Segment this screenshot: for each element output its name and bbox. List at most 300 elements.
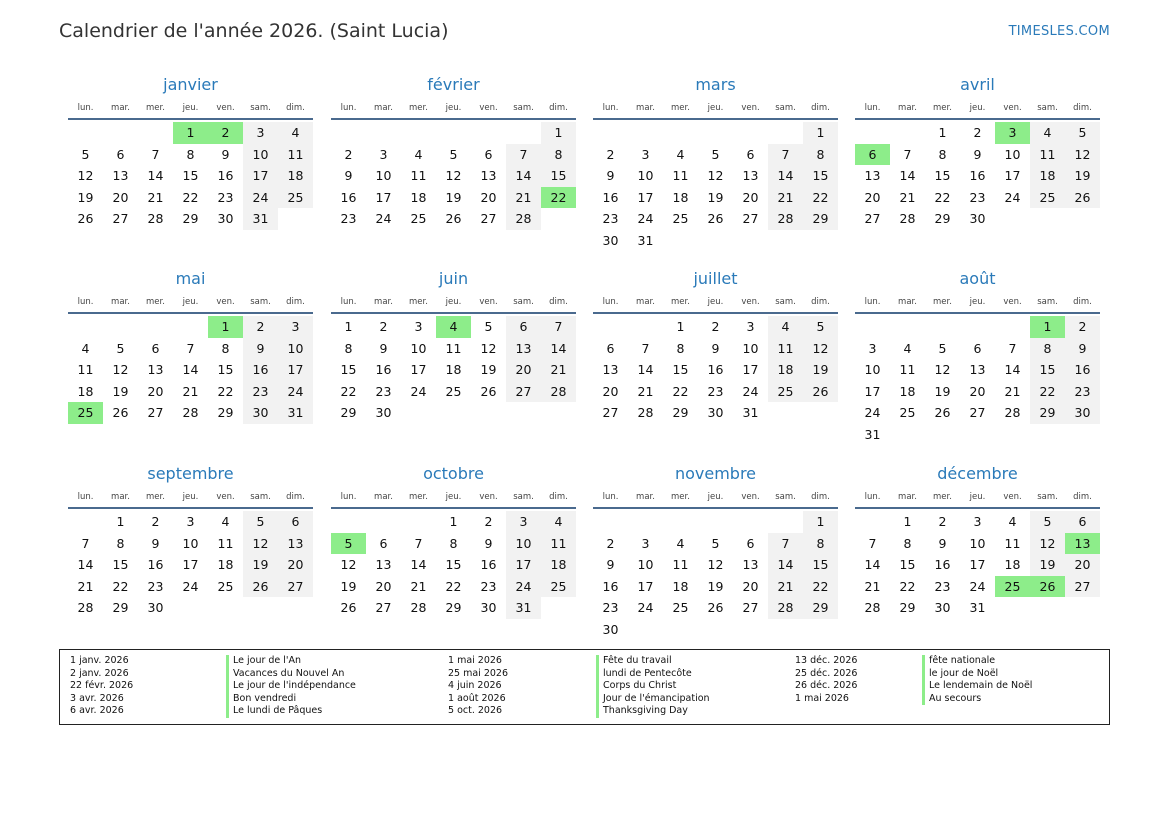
day-cell[interactable]: 30 (480, 600, 497, 616)
day-cell[interactable]: 23 (217, 189, 234, 205)
day-cell[interactable]: 12 (803, 338, 838, 360)
day-cell[interactable]: 23 (602, 211, 619, 227)
day-cell[interactable]: 30 (969, 211, 986, 227)
day-cell[interactable]: 13 (112, 168, 129, 184)
day-cell[interactable]: 19 (243, 554, 278, 576)
day-cell[interactable]: 22 (803, 187, 838, 209)
day-cell[interactable]: 22 (899, 578, 916, 594)
day-cell[interactable]: 7 (506, 144, 541, 166)
day-cell[interactable]: 20 (112, 189, 129, 205)
day-cell[interactable]: 28 (506, 208, 541, 230)
day-cell[interactable]: 21 (768, 187, 803, 209)
day-cell[interactable]: 4 (414, 146, 423, 162)
day-cell[interactable]: 3 (973, 514, 982, 529)
day-cell[interactable]: 17 (1004, 168, 1021, 184)
day-cell[interactable]: 20 (506, 359, 541, 381)
day-cell[interactable]: 13 (375, 557, 392, 573)
day-cell[interactable]: 12 (480, 340, 497, 356)
day-cell[interactable]: 11 (672, 168, 689, 184)
day-cell[interactable]: 24 (637, 211, 654, 227)
day-cell[interactable]: 25 (278, 187, 313, 209)
day-cell[interactable]: 29 (112, 600, 129, 616)
day-cell[interactable]: 25 (768, 381, 803, 403)
day-cell[interactable]: 3 (506, 511, 541, 533)
day-cell[interactable]: 16 (707, 362, 724, 378)
day-cell[interactable]: 15 (340, 362, 357, 378)
day-cell[interactable]: 14 (768, 554, 803, 576)
day-cell[interactable]: 15 (672, 362, 689, 378)
day-cell[interactable]: 11 (445, 340, 462, 356)
day-cell[interactable]: 7 (1008, 340, 1017, 356)
day-cell[interactable]: 6 (746, 146, 755, 162)
day-cell[interactable]: 4 (1008, 514, 1017, 529)
day-cell[interactable]: 17 (969, 557, 986, 573)
day-cell[interactable]: 10 (1004, 146, 1021, 162)
day-cell[interactable]: 24 (864, 405, 881, 421)
day-cell[interactable]: 3 (243, 122, 278, 144)
day-cell[interactable]: 27 (864, 211, 881, 227)
day-cell[interactable]: 21 (864, 578, 881, 594)
day-cell[interactable]: 16 (602, 189, 619, 205)
day-cell[interactable]: 25 (672, 211, 689, 227)
day-cell[interactable]: 8 (186, 146, 195, 162)
day-cell[interactable]: 4 (81, 340, 90, 356)
day-cell[interactable]: 2 (379, 319, 388, 334)
day-cell[interactable]: 9 (379, 340, 388, 356)
day-cell[interactable]: 27 (278, 576, 313, 598)
day-cell[interactable]: 12 (243, 533, 278, 555)
day-cell[interactable]: 28 (899, 211, 916, 227)
day-cell[interactable]: 17 (243, 165, 278, 187)
day-cell[interactable]: 19 (1065, 165, 1100, 187)
day-cell[interactable]: 17 (742, 362, 759, 378)
day-cell[interactable]: 22 (1030, 381, 1065, 403)
holiday-cell[interactable]: 5 (331, 533, 366, 555)
day-cell[interactable]: 24 (742, 383, 759, 399)
day-cell[interactable]: 24 (410, 383, 427, 399)
holiday-cell[interactable]: 25 (995, 576, 1030, 598)
day-cell[interactable]: 28 (1004, 405, 1021, 421)
day-cell[interactable]: 24 (1004, 189, 1021, 205)
day-cell[interactable]: 17 (506, 554, 541, 576)
day-cell[interactable]: 29 (803, 597, 838, 619)
day-cell[interactable]: 2 (1065, 316, 1100, 338)
day-cell[interactable]: 3 (641, 535, 650, 551)
day-cell[interactable]: 29 (672, 405, 689, 421)
holiday-cell[interactable]: 26 (1030, 576, 1065, 598)
holiday-cell[interactable]: 6 (855, 144, 890, 166)
day-cell[interactable]: 20 (864, 189, 881, 205)
day-cell[interactable]: 29 (445, 600, 462, 616)
day-cell[interactable]: 31 (969, 600, 986, 616)
day-cell[interactable]: 4 (903, 340, 912, 356)
day-cell[interactable]: 26 (77, 211, 94, 227)
day-cell[interactable]: 22 (217, 383, 234, 399)
day-cell[interactable]: 16 (217, 168, 234, 184)
day-cell[interactable]: 13 (864, 168, 881, 184)
holiday-cell[interactable]: 2 (208, 122, 243, 144)
day-cell[interactable]: 6 (151, 340, 160, 356)
day-cell[interactable]: 31 (243, 208, 278, 230)
day-cell[interactable]: 11 (1004, 535, 1021, 551)
day-cell[interactable]: 25 (410, 211, 427, 227)
day-cell[interactable]: 11 (217, 535, 234, 551)
day-cell[interactable]: 25 (672, 600, 689, 616)
day-cell[interactable]: 19 (803, 359, 838, 381)
day-cell[interactable]: 26 (707, 600, 724, 616)
day-cell[interactable]: 16 (934, 557, 951, 573)
day-cell[interactable]: 29 (934, 211, 951, 227)
day-cell[interactable]: 30 (602, 232, 619, 248)
day-cell[interactable]: 21 (768, 576, 803, 598)
day-cell[interactable]: 16 (375, 362, 392, 378)
day-cell[interactable]: 4 (676, 535, 685, 551)
day-cell[interactable]: 15 (445, 557, 462, 573)
day-cell[interactable]: 19 (340, 578, 357, 594)
day-cell[interactable]: 8 (938, 146, 947, 162)
day-cell[interactable]: 30 (707, 405, 724, 421)
day-cell[interactable]: 30 (243, 402, 278, 424)
day-cell[interactable]: 9 (344, 168, 353, 184)
day-cell[interactable]: 7 (868, 535, 877, 551)
day-cell[interactable]: 8 (676, 340, 685, 356)
day-cell[interactable]: 3 (868, 340, 877, 356)
day-cell[interactable]: 19 (77, 189, 94, 205)
day-cell[interactable]: 19 (1030, 554, 1065, 576)
day-cell[interactable]: 8 (903, 535, 912, 551)
day-cell[interactable]: 20 (480, 189, 497, 205)
day-cell[interactable]: 15 (803, 554, 838, 576)
day-cell[interactable]: 5 (1030, 511, 1065, 533)
day-cell[interactable]: 6 (379, 535, 388, 551)
holiday-cell[interactable]: 13 (1065, 533, 1100, 555)
day-cell[interactable]: 14 (768, 165, 803, 187)
day-cell[interactable]: 21 (77, 578, 94, 594)
day-cell[interactable]: 7 (768, 144, 803, 166)
day-cell[interactable]: 31 (742, 405, 759, 421)
day-cell[interactable]: 4 (278, 122, 313, 144)
day-cell[interactable]: 15 (803, 165, 838, 187)
day-cell[interactable]: 26 (445, 211, 462, 227)
day-cell[interactable]: 18 (541, 554, 576, 576)
day-cell[interactable]: 13 (742, 557, 759, 573)
day-cell[interactable]: 19 (707, 578, 724, 594)
day-cell[interactable]: 24 (243, 187, 278, 209)
day-cell[interactable]: 7 (768, 533, 803, 555)
day-cell[interactable]: 14 (506, 165, 541, 187)
day-cell[interactable]: 5 (938, 340, 947, 356)
day-cell[interactable]: 8 (541, 144, 576, 166)
day-cell[interactable]: 23 (934, 578, 951, 594)
day-cell[interactable]: 3 (414, 319, 423, 334)
day-cell[interactable]: 9 (606, 557, 615, 573)
day-cell[interactable]: 26 (480, 383, 497, 399)
day-cell[interactable]: 14 (182, 362, 199, 378)
day-cell[interactable]: 3 (186, 514, 195, 529)
day-cell[interactable]: 17 (637, 578, 654, 594)
day-cell[interactable]: 5 (243, 511, 278, 533)
day-cell[interactable]: 5 (116, 340, 125, 356)
day-cell[interactable]: 10 (182, 535, 199, 551)
day-cell[interactable]: 2 (151, 514, 160, 529)
day-cell[interactable]: 1 (938, 125, 947, 140)
day-cell[interactable]: 10 (864, 362, 881, 378)
day-cell[interactable]: 20 (375, 578, 392, 594)
day-cell[interactable]: 10 (375, 168, 392, 184)
day-cell[interactable]: 18 (278, 165, 313, 187)
day-cell[interactable]: 3 (379, 146, 388, 162)
day-cell[interactable]: 19 (480, 362, 497, 378)
day-cell[interactable]: 10 (637, 168, 654, 184)
day-cell[interactable]: 16 (1065, 359, 1100, 381)
day-cell[interactable]: 20 (602, 383, 619, 399)
day-cell[interactable]: 4 (1030, 122, 1065, 144)
day-cell[interactable]: 29 (1030, 402, 1065, 424)
day-cell[interactable]: 15 (182, 168, 199, 184)
day-cell[interactable]: 1 (803, 511, 838, 533)
day-cell[interactable]: 11 (672, 557, 689, 573)
day-cell[interactable]: 10 (243, 144, 278, 166)
day-cell[interactable]: 3 (746, 319, 755, 334)
holiday-cell[interactable]: 1 (208, 316, 243, 338)
day-cell[interactable]: 20 (1065, 554, 1100, 576)
day-cell[interactable]: 6 (746, 535, 755, 551)
day-cell[interactable]: 17 (410, 362, 427, 378)
day-cell[interactable]: 18 (410, 189, 427, 205)
day-cell[interactable]: 8 (116, 535, 125, 551)
day-cell[interactable]: 12 (1065, 144, 1100, 166)
day-cell[interactable]: 6 (1065, 511, 1100, 533)
day-cell[interactable]: 26 (243, 576, 278, 598)
day-cell[interactable]: 9 (606, 168, 615, 184)
brand-link[interactable]: TIMESLES.COM (1008, 24, 1110, 39)
day-cell[interactable]: 21 (899, 189, 916, 205)
day-cell[interactable]: 28 (768, 208, 803, 230)
day-cell[interactable]: 27 (742, 211, 759, 227)
day-cell[interactable]: 31 (506, 597, 541, 619)
day-cell[interactable]: 3 (278, 316, 313, 338)
day-cell[interactable]: 29 (340, 405, 357, 421)
day-cell[interactable]: 30 (602, 621, 619, 637)
day-cell[interactable]: 16 (969, 168, 986, 184)
day-cell[interactable]: 30 (217, 211, 234, 227)
day-cell[interactable]: 13 (480, 168, 497, 184)
holiday-cell[interactable]: 1 (1030, 316, 1065, 338)
day-cell[interactable]: 10 (637, 557, 654, 573)
day-cell[interactable]: 28 (768, 597, 803, 619)
holiday-cell[interactable]: 4 (436, 316, 471, 338)
day-cell[interactable]: 22 (182, 189, 199, 205)
day-cell[interactable]: 5 (449, 146, 458, 162)
day-cell[interactable]: 31 (637, 232, 654, 248)
holiday-cell[interactable]: 22 (541, 187, 576, 209)
day-cell[interactable]: 14 (899, 168, 916, 184)
day-cell[interactable]: 10 (278, 338, 313, 360)
day-cell[interactable]: 14 (147, 168, 164, 184)
day-cell[interactable]: 28 (864, 600, 881, 616)
day-cell[interactable]: 20 (742, 189, 759, 205)
day-cell[interactable]: 4 (541, 511, 576, 533)
day-cell[interactable]: 16 (480, 557, 497, 573)
day-cell[interactable]: 27 (375, 600, 392, 616)
day-cell[interactable]: 27 (969, 405, 986, 421)
day-cell[interactable]: 2 (484, 514, 493, 529)
day-cell[interactable]: 29 (899, 600, 916, 616)
day-cell[interactable]: 15 (899, 557, 916, 573)
day-cell[interactable]: 19 (934, 383, 951, 399)
day-cell[interactable]: 11 (1030, 144, 1065, 166)
day-cell[interactable]: 31 (278, 402, 313, 424)
holiday-cell[interactable]: 3 (995, 122, 1030, 144)
day-cell[interactable]: 4 (768, 316, 803, 338)
day-cell[interactable]: 28 (541, 381, 576, 403)
day-cell[interactable]: 26 (340, 600, 357, 616)
day-cell[interactable]: 1 (903, 514, 912, 529)
day-cell[interactable]: 12 (1030, 533, 1065, 555)
day-cell[interactable]: 17 (637, 189, 654, 205)
day-cell[interactable]: 20 (278, 554, 313, 576)
day-cell[interactable]: 13 (742, 168, 759, 184)
day-cell[interactable]: 29 (182, 211, 199, 227)
day-cell[interactable]: 14 (1004, 362, 1021, 378)
day-cell[interactable]: 24 (278, 381, 313, 403)
day-cell[interactable]: 25 (445, 383, 462, 399)
day-cell[interactable]: 17 (375, 189, 392, 205)
day-cell[interactable]: 8 (221, 340, 230, 356)
day-cell[interactable]: 15 (541, 165, 576, 187)
day-cell[interactable]: 28 (77, 600, 94, 616)
day-cell[interactable]: 5 (711, 146, 720, 162)
day-cell[interactable]: 7 (151, 146, 160, 162)
day-cell[interactable]: 8 (803, 144, 838, 166)
day-cell[interactable]: 24 (637, 600, 654, 616)
day-cell[interactable]: 11 (278, 144, 313, 166)
day-cell[interactable]: 31 (864, 426, 881, 442)
day-cell[interactable]: 26 (934, 405, 951, 421)
day-cell[interactable]: 14 (410, 557, 427, 573)
day-cell[interactable]: 9 (973, 146, 982, 162)
day-cell[interactable]: 20 (969, 383, 986, 399)
day-cell[interactable]: 11 (77, 362, 94, 378)
day-cell[interactable]: 2 (711, 319, 720, 334)
day-cell[interactable]: 27 (112, 211, 129, 227)
day-cell[interactable]: 5 (711, 535, 720, 551)
day-cell[interactable]: 2 (606, 146, 615, 162)
day-cell[interactable]: 24 (506, 576, 541, 598)
day-cell[interactable]: 21 (182, 383, 199, 399)
day-cell[interactable]: 27 (506, 381, 541, 403)
day-cell[interactable]: 25 (217, 578, 234, 594)
day-cell[interactable]: 13 (506, 338, 541, 360)
day-cell[interactable]: 23 (243, 381, 278, 403)
day-cell[interactable]: 18 (1004, 557, 1021, 573)
day-cell[interactable]: 28 (410, 600, 427, 616)
day-cell[interactable]: 14 (541, 338, 576, 360)
day-cell[interactable]: 18 (768, 359, 803, 381)
day-cell[interactable]: 17 (182, 557, 199, 573)
day-cell[interactable]: 20 (742, 578, 759, 594)
holiday-cell[interactable]: 25 (68, 402, 103, 424)
day-cell[interactable]: 6 (973, 340, 982, 356)
day-cell[interactable]: 9 (221, 146, 230, 162)
day-cell[interactable]: 5 (81, 146, 90, 162)
day-cell[interactable]: 12 (445, 168, 462, 184)
day-cell[interactable]: 15 (217, 362, 234, 378)
day-cell[interactable]: 13 (278, 533, 313, 555)
day-cell[interactable]: 8 (1030, 338, 1065, 360)
day-cell[interactable]: 30 (1065, 402, 1100, 424)
day-cell[interactable]: 9 (151, 535, 160, 551)
day-cell[interactable]: 8 (449, 535, 458, 551)
day-cell[interactable]: 12 (340, 557, 357, 573)
day-cell[interactable]: 22 (803, 576, 838, 598)
day-cell[interactable]: 11 (410, 168, 427, 184)
day-cell[interactable]: 25 (899, 405, 916, 421)
day-cell[interactable]: 9 (484, 535, 493, 551)
day-cell[interactable]: 8 (344, 340, 353, 356)
day-cell[interactable]: 16 (340, 189, 357, 205)
day-cell[interactable]: 26 (112, 405, 129, 421)
day-cell[interactable]: 9 (1065, 338, 1100, 360)
day-cell[interactable]: 16 (243, 359, 278, 381)
day-cell[interactable]: 14 (637, 362, 654, 378)
day-cell[interactable]: 12 (707, 168, 724, 184)
day-cell[interactable]: 23 (147, 578, 164, 594)
day-cell[interactable]: 9 (711, 340, 720, 356)
day-cell[interactable]: 12 (707, 557, 724, 573)
day-cell[interactable]: 2 (973, 125, 982, 140)
day-cell[interactable]: 30 (147, 600, 164, 616)
day-cell[interactable]: 26 (803, 381, 838, 403)
day-cell[interactable]: 1 (449, 514, 458, 529)
day-cell[interactable]: 16 (602, 578, 619, 594)
day-cell[interactable]: 22 (445, 578, 462, 594)
day-cell[interactable]: 6 (506, 316, 541, 338)
day-cell[interactable]: 27 (1065, 576, 1100, 598)
day-cell[interactable]: 11 (899, 362, 916, 378)
day-cell[interactable]: 30 (934, 600, 951, 616)
day-cell[interactable]: 10 (506, 533, 541, 555)
day-cell[interactable]: 21 (147, 189, 164, 205)
day-cell[interactable]: 26 (707, 211, 724, 227)
day-cell[interactable]: 27 (602, 405, 619, 421)
day-cell[interactable]: 6 (116, 146, 125, 162)
day-cell[interactable]: 7 (641, 340, 650, 356)
day-cell[interactable]: 8 (803, 533, 838, 555)
day-cell[interactable]: 22 (112, 578, 129, 594)
day-cell[interactable]: 23 (375, 383, 392, 399)
day-cell[interactable]: 23 (707, 383, 724, 399)
day-cell[interactable]: 27 (742, 600, 759, 616)
day-cell[interactable]: 27 (147, 405, 164, 421)
day-cell[interactable]: 5 (803, 316, 838, 338)
day-cell[interactable]: 22 (340, 383, 357, 399)
day-cell[interactable]: 26 (1065, 187, 1100, 209)
day-cell[interactable]: 23 (1065, 381, 1100, 403)
day-cell[interactable]: 12 (934, 362, 951, 378)
day-cell[interactable]: 17 (864, 383, 881, 399)
day-cell[interactable]: 29 (217, 405, 234, 421)
day-cell[interactable]: 22 (672, 383, 689, 399)
day-cell[interactable]: 7 (81, 535, 90, 551)
day-cell[interactable]: 2 (938, 514, 947, 529)
day-cell[interactable]: 14 (864, 557, 881, 573)
day-cell[interactable]: 5 (1065, 122, 1100, 144)
day-cell[interactable]: 10 (969, 535, 986, 551)
day-cell[interactable]: 7 (414, 535, 423, 551)
day-cell[interactable]: 1 (803, 122, 838, 144)
day-cell[interactable]: 21 (410, 578, 427, 594)
